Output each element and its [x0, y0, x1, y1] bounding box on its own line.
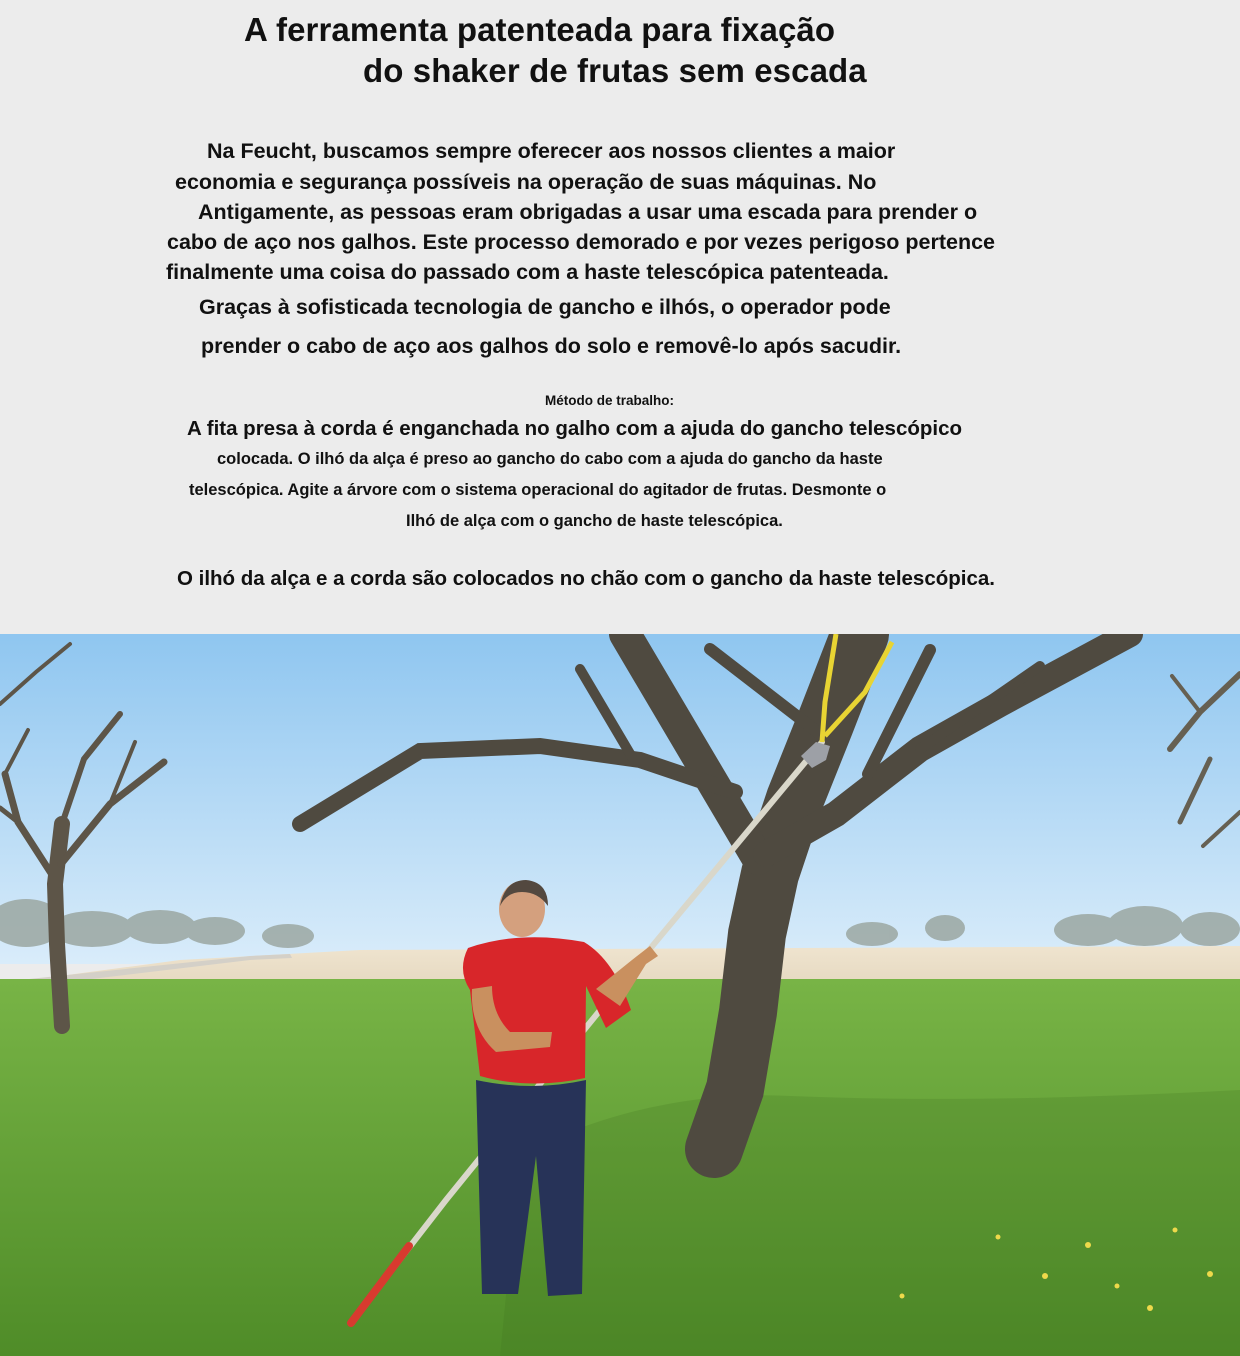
intro-line-6: Graças à sofisticada tecnologia de gancho e ilhós, o operador pode — [199, 295, 891, 319]
intro-line-4: cabo de aço nos galhos. Este processo demorado e por vezes perigoso pertence — [167, 230, 996, 254]
text-panel — [0, 0, 1240, 634]
intro-line-3: Antigamente, as pessoas eram obrigadas a usar uma escada para prender o — [198, 200, 978, 224]
method-line-1: A fita presa à corda é enganchada no galho com a ajuda do gancho telescópico — [187, 417, 963, 440]
intro-line-2: economia e segurança possíveis na operação de suas máquinas. No — [175, 170, 877, 194]
method-closing: O ilhó da alça e a corda são colocados no chão com o gancho da haste telescópica. — [177, 567, 995, 590]
orchard-photo — [0, 634, 1240, 1356]
intro-line-1: Na Feucht, buscamos sempre oferecer aos nossos clientes a maior — [207, 139, 896, 163]
method-heading: Método de trabalho: — [545, 393, 674, 408]
intro-line-7: prender o cabo de aço aos galhos do solo e removê-lo após sacudir. — [201, 334, 902, 358]
method-line-2: colocada. O ilhó da alça é preso ao gancho do cabo com a ajuda do gancho da haste — [217, 450, 883, 468]
orchard-photo-illustration — [0, 634, 1240, 1356]
intro-line-5: finalmente uma coisa do passado com a haste telescópica patenteada. — [166, 260, 889, 284]
method-line-4: Ilhó de alça com o gancho de haste telescópica. — [406, 512, 783, 530]
grass-shadow — [500, 1090, 1240, 1356]
title-line-1: A ferramenta patenteada para fixação — [244, 11, 836, 48]
method-line-3: telescópica. Agite a árvore com o sistema operacional do agitador de frutas. Desmonte o — [189, 481, 887, 499]
title-line-2: do shaker de frutas sem escada — [363, 52, 867, 89]
